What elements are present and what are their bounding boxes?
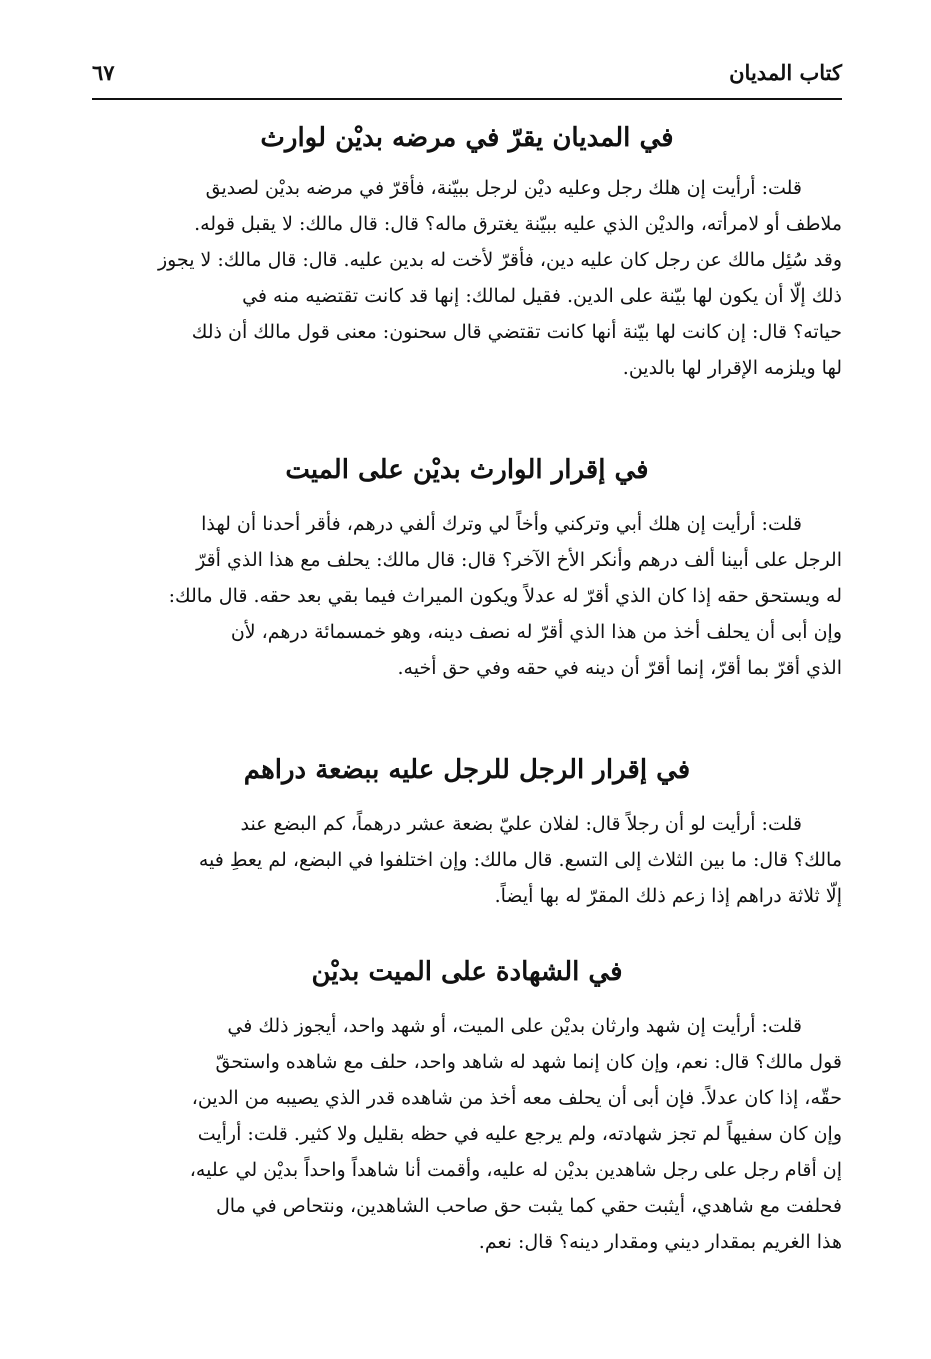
text-line: له ويستحق حقه إذا كان الذي أقرّ له عدلاً ويكون الميراث فيما بقي بعد حقه. قال مالك:: [168, 585, 842, 607]
section-title: في الشهادة على الميت بديْن: [311, 957, 623, 987]
section-title: في إقرار الوارث بديْن على الميت: [285, 455, 649, 485]
text-line: حياته؟ قال: إن كانت لها بيّنة أنها كانت تقتضي قال سحنون: معنى قول مالك أن ذلك: [191, 321, 842, 343]
text-line: الذي أقرّ بما أقرّ، إنما أقرّ أن دينه في حقه وفي حق أخيه.: [397, 657, 842, 679]
text-line: مالك؟ قال: ما بين الثلاث إلى التسع. قال مالك: وإن اختلفوا في البضع، لم يعطِ فيه: [198, 849, 842, 871]
text-line: هذا الغريم بمقدار ديني ومقدار دينه؟ قال: نعم.: [478, 1231, 842, 1253]
text-line: قلت: أرأيت لو أن رجلاً قال: لفلان عليّ بضعة عشر درهماً، كم البضع عند: [240, 813, 802, 835]
section-paragraph: [92, 1008, 842, 1260]
text-line: الرجل على أبينا ألف درهم وأنكر الأخ الآخر؟ قال: قال مالك: يحلف مع هذا الذي أقرّ: [196, 549, 842, 571]
text-line: قلت: أرأيت إن هلك رجل وعليه ديْن لرجل ببيّنة، فأقرّ في مرضه بديْن لصديق: [205, 177, 802, 199]
text-line: حقّه، إذا كان عدلاً. فإن أبى أن يحلف معه أخذ من شاهده قدر الذي يصيبه من الدين،: [191, 1087, 842, 1109]
text-line: فحلفت مع شاهدي، أيثبت حقي كما يثبت حق صاحب الشاهدين، ونتحاص في مال: [216, 1195, 842, 1217]
section-paragraph: [92, 506, 842, 686]
text-line: إلّا ثلاثة دراهم إذا زعم ذلك المقرّ له بها أيضاً.: [494, 885, 842, 907]
text-line: قلت: أرأيت إن هلك أبي وتركني وأخاً لي وترك ألفي درهم، فأقر أحدنا أن لهذا: [201, 513, 802, 535]
page-number: ٦٧: [92, 60, 115, 85]
text-line: وإن أبى أن يحلف أخذ من هذا الذي أقرّ له نصف دينه، وهو خمسمائة درهم، لأن: [230, 621, 842, 643]
text-line: لها ويلزمه الإقرار لها بالدين.: [622, 357, 842, 379]
text-line: ملاطف أو لامرأته، والديْن الذي عليه ببيّنة يغترق ماله؟ قال: قال مالك: لا يقبل قوله.: [194, 213, 842, 235]
section-title: في المديان يقرّ في مرضه بديْن لوارث: [260, 123, 674, 153]
text-line: قول مالك؟ قال: نعم، وإن كان إنما شهد له شاهد واحد، حلف مع شاهده واستحقّ: [215, 1051, 842, 1073]
section-title: في إقرار الرجل للرجل عليه ببضعة دراهم: [243, 755, 691, 785]
text-line: ذلك إلّا أن يكون لها بيّنة على الدين. فقيل لمالك: إنها قد كانت تقتضيه منه في: [242, 285, 842, 307]
text-line: قلت: أرأيت إن شهد وارثان بديْن على الميت، أو شهد واحد، أيجوز ذلك في: [227, 1015, 802, 1037]
text-line: وإن كان سفيهاً لم تجز شهادته، ولم يرجع عليه في حظه بقليل ولا كثير. قلت: أرأيت: [197, 1123, 842, 1145]
section-paragraph: [92, 806, 842, 914]
text-line: إن أقام رجل على رجل شاهدين بديْن له عليه، وأقمت أنا شاهداً واحداً بديْن لي عليه،: [189, 1159, 842, 1181]
section-paragraph: [92, 170, 842, 386]
running-header: [92, 58, 842, 100]
text-line: وقد سُئِل مالك عن رجل كان عليه دين، فأقرّ لأخت له بدين عليه. قال: قال مالك: لا يجوز: [157, 249, 842, 271]
book-title: كتاب المديان: [729, 60, 842, 85]
